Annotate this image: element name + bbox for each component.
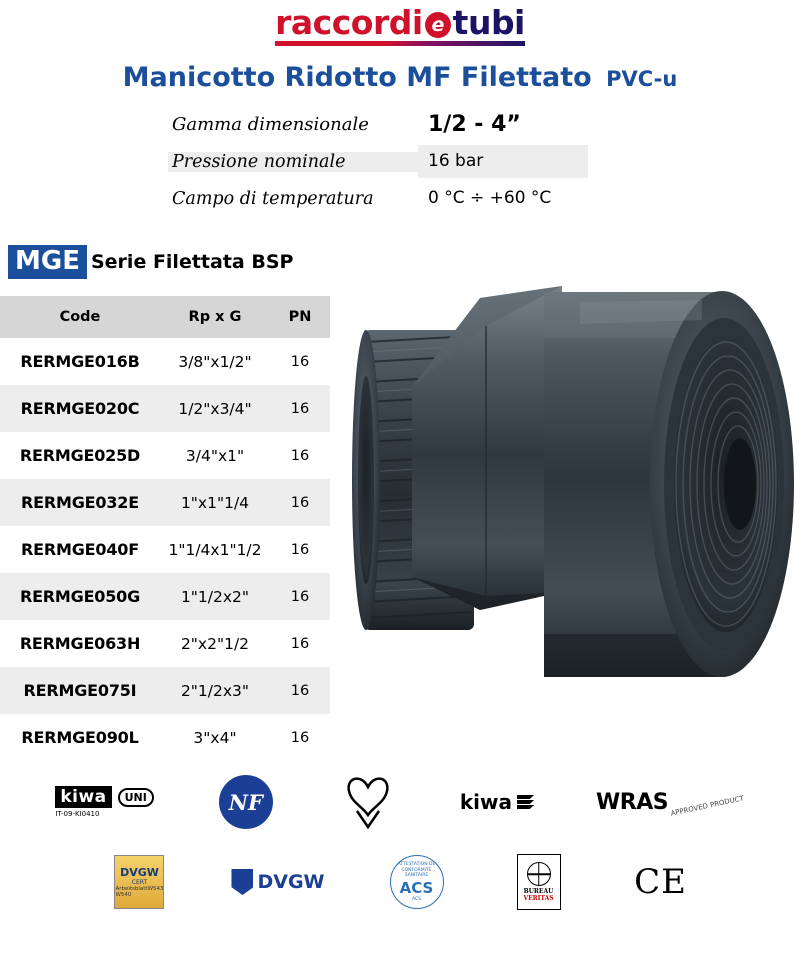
- table-row: [0, 479, 330, 526]
- dvgw-cert-sub: ArbeitsblattW543 W540: [115, 886, 164, 898]
- table-row: [0, 573, 330, 620]
- dvgw-cert-icon: [109, 854, 169, 910]
- kiwa-wordmark: kiwa: [55, 786, 111, 808]
- cell-code: RERMGE050G: [0, 573, 160, 620]
- spec-value: 1/2 - 4”: [428, 112, 521, 137]
- spec-value: 16 bar: [418, 145, 588, 178]
- cell-size: 3/8"x1/2": [160, 338, 270, 385]
- table-row: [0, 385, 330, 432]
- acs-wordmark: ACS: [399, 878, 434, 897]
- cell-code: RERMGE090L: [0, 714, 160, 761]
- dvgw-icon: [231, 854, 324, 910]
- column-header-size: Rp x G: [160, 296, 270, 338]
- cell-code: RERMGE040F: [0, 526, 160, 573]
- kiwa-uni-icon: [55, 774, 154, 830]
- cell-code: RERMGE063H: [0, 620, 160, 667]
- cell-pn: 16: [270, 432, 330, 479]
- acs-icon: [387, 854, 447, 910]
- dvgw-cert-word: DVGW: [120, 866, 159, 879]
- series-label: Serie Filettata BSP: [90, 251, 294, 273]
- cell-size: 1/2"x3/4": [160, 385, 270, 432]
- cell-size: 2"x2"1/2: [160, 620, 270, 667]
- spec-label: Campo di temperatura: [172, 188, 374, 209]
- acs-bottom-text: ACS: [412, 896, 422, 902]
- nf-mark: NF: [219, 775, 273, 829]
- heart-glyph: [345, 775, 391, 829]
- cell-pn: 16: [270, 385, 330, 432]
- table-row: [0, 667, 330, 714]
- bureau-veritas-line2: VERITAS: [523, 895, 554, 902]
- product-material: PVC-u: [606, 67, 678, 91]
- table-row: [0, 526, 330, 573]
- kiwa-wordmark: kiwa: [459, 790, 512, 814]
- heart-mark-icon: [338, 774, 398, 830]
- ce-mark: CE: [634, 862, 687, 902]
- cell-pn: 16: [270, 620, 330, 667]
- acs-top-text: ATTESTATION DE CONFORMITE SANITAIRE: [397, 862, 436, 879]
- brand-logo: [0, 3, 800, 46]
- logo-inner: [271, 3, 529, 46]
- table-row: [0, 714, 330, 761]
- spec-row: [168, 145, 588, 178]
- cell-pn: 16: [270, 338, 330, 385]
- spec-label: Pressione nominale: [168, 152, 418, 172]
- kiwa-cert-number: IT-09-KI0410: [55, 810, 100, 818]
- page-title: [0, 62, 800, 93]
- logo-wordmark: [275, 3, 525, 42]
- female-socket-end: [650, 291, 794, 677]
- product-title: Manicotto Ridotto MF Filettato: [122, 62, 592, 93]
- logo-word-tubi: tubi: [452, 3, 525, 42]
- bureau-veritas-line1: BUREAU: [523, 888, 554, 895]
- logo-dot-e: e: [425, 12, 451, 38]
- product-illustration: [330, 262, 800, 752]
- cell-size: 1"x1"1/4: [160, 479, 270, 526]
- spec-row: [168, 182, 588, 215]
- spec-label: Gamma dimensionale: [172, 114, 369, 135]
- cell-code: RERMGE032E: [0, 479, 160, 526]
- spec-value: 0 °C ÷ +60 °C: [428, 188, 552, 208]
- logo-word-raccordi: raccordi: [275, 3, 423, 42]
- cell-pn: 16: [270, 714, 330, 761]
- dvgw-wordmark: DVGW: [257, 871, 325, 893]
- cell-size: 1"1/4x1"1/2: [160, 526, 270, 573]
- certification-row-1: [0, 762, 800, 842]
- table-row: [0, 432, 330, 479]
- dvgw-cert-line2: CERT: [131, 879, 148, 886]
- wras-icon: [596, 774, 745, 830]
- kiwa-icon: [460, 774, 534, 830]
- cell-code: RERMGE020C: [0, 385, 160, 432]
- cell-code: RERMGE075I: [0, 667, 160, 714]
- series-header: [8, 245, 293, 279]
- nf-icon: [216, 774, 276, 830]
- cell-pn: 16: [270, 479, 330, 526]
- spec-row: [168, 108, 588, 141]
- table-header-row: [0, 296, 330, 338]
- product-image: [330, 262, 800, 752]
- column-header-pn: PN: [270, 296, 330, 338]
- dvgw-shield-icon: [231, 869, 253, 895]
- cell-size: 3"x4": [160, 714, 270, 761]
- ce-icon: [631, 854, 691, 910]
- bureau-veritas-globe-icon: [527, 862, 551, 886]
- product-code-table: [0, 296, 330, 761]
- wras-wordmark: WRAS: [596, 789, 669, 815]
- certification-logos: [0, 762, 800, 942]
- table-row: [0, 620, 330, 667]
- cell-pn: 16: [270, 526, 330, 573]
- spec-table: [168, 108, 588, 219]
- bureau-veritas-icon: [509, 854, 569, 910]
- certification-row-2: [0, 842, 800, 922]
- cell-pn: 16: [270, 573, 330, 620]
- column-header-code: Code: [0, 296, 160, 338]
- cell-code: RERMGE025D: [0, 432, 160, 479]
- uni-badge: UNI: [118, 788, 154, 807]
- kiwa-chevron-icon: [517, 795, 534, 809]
- cell-pn: 16: [270, 667, 330, 714]
- table-row: [0, 338, 330, 385]
- cell-size: 2"1/2x3": [160, 667, 270, 714]
- wras-approved-text: APPROVED PRODUCT: [670, 794, 745, 818]
- cell-size: 1"1/2x2": [160, 573, 270, 620]
- series-badge: MGE: [8, 245, 87, 279]
- cell-code: RERMGE016B: [0, 338, 160, 385]
- cell-size: 3/4"x1": [160, 432, 270, 479]
